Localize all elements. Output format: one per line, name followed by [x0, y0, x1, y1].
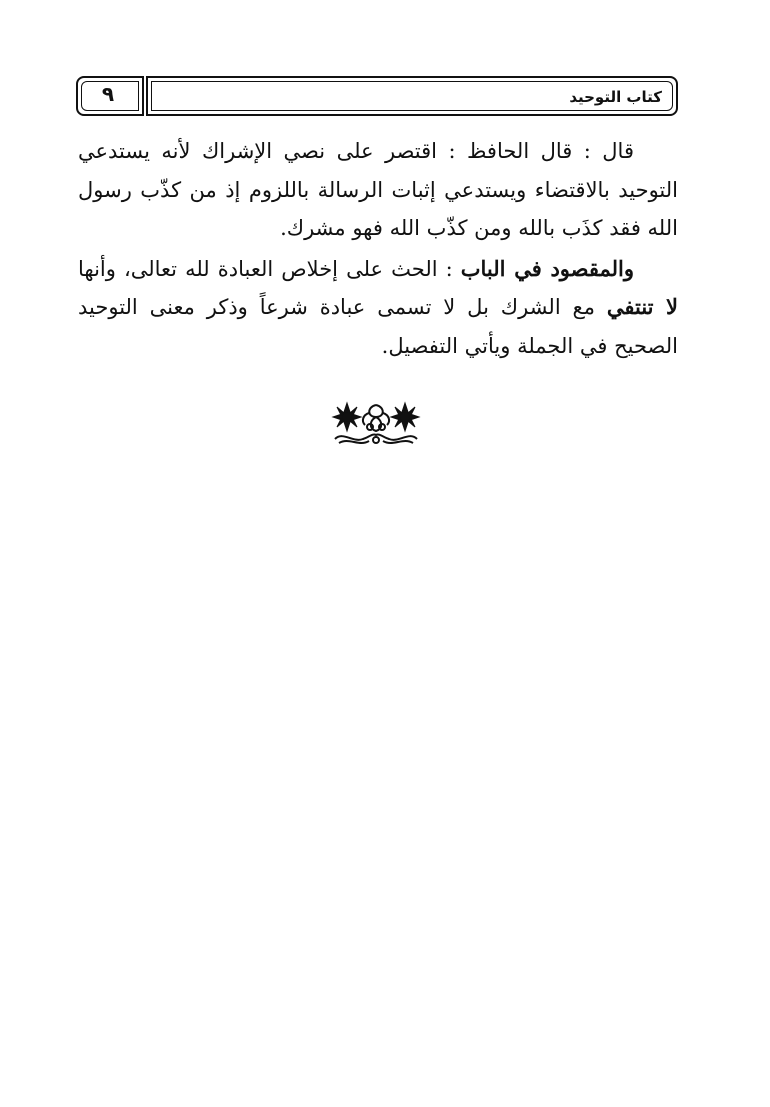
running-title: كتاب التوحيد: [569, 88, 662, 106]
paragraph-2-emphasis: لا تنتفي: [606, 294, 678, 319]
paragraph-2-text-1: : الحث على إخلاص العبادة لله تعالى، وأنها: [78, 256, 461, 281]
page-header: [76, 76, 678, 116]
running-title-frame: [146, 76, 678, 116]
paragraph-2: [78, 250, 678, 366]
page-body: [78, 132, 678, 365]
paragraph-1: [78, 132, 678, 248]
paragraph-1-text: قال : قال الحافظ : اقتصر على نصي الإشراك لأنه يستدعي التوحيد بالاقتضاء ويستدعي إثبات الرسالة باللزوم إذ من كذّب رسول الله فقد كذَب بالله ومن كذّب الله فهو مشرك.: [78, 139, 678, 240]
page-number: ٩: [101, 82, 115, 106]
paragraph-2-heading: والمقصود في الباب: [460, 255, 635, 281]
floral-ornament-icon: [329, 401, 423, 447]
paragraph-2-text-2: مع الشرك بل لا تسمى عبادة شرعاً وذكر معنى التوحيد الصحيح في الجملة ويأتي التفصيل.: [78, 295, 678, 358]
